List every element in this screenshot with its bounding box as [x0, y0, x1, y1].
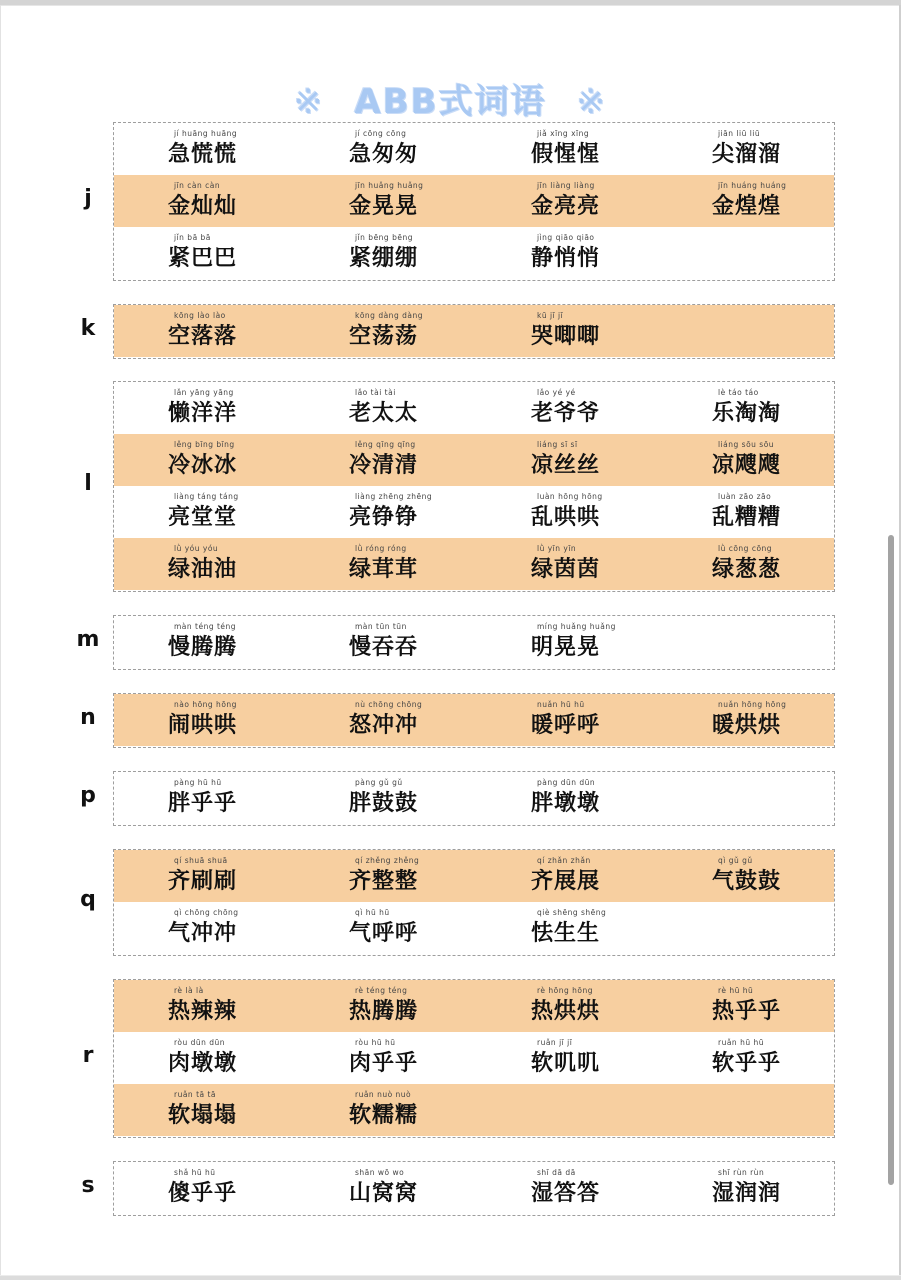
word-row [114, 772, 834, 824]
word-group-l [113, 381, 835, 592]
hanzi-word: 湿答答 [531, 1180, 601, 1206]
pinyin-label: jīn huáng huáng [718, 181, 787, 190]
hanzi-word: 慢腾腾 [168, 634, 238, 660]
hanzi-word: 气鼓鼓 [712, 868, 782, 894]
pinyin-label: lǜ yóu yóu [174, 544, 219, 553]
pinyin-label: nuǎn hōng hōng [718, 700, 787, 709]
word-row [114, 902, 834, 954]
word-item [168, 906, 298, 947]
word-item [531, 231, 661, 272]
pinyin-label: ròu hū hū [355, 1038, 396, 1047]
word-item [712, 490, 842, 531]
word-item [168, 854, 298, 895]
word-row [114, 123, 834, 175]
word-item [349, 542, 479, 583]
pinyin-label: jīn huǎng huǎng [355, 181, 424, 190]
word-item [168, 698, 298, 739]
page-title-text: ABB式词语 [354, 82, 547, 122]
hanzi-word: 怯生生 [531, 920, 601, 946]
word-item [531, 127, 661, 168]
word-item [531, 490, 661, 531]
pinyin-label: qì hū hū [355, 908, 390, 917]
pinyin-label: jǐn bā bā [174, 233, 211, 242]
hanzi-word: 冷清清 [349, 452, 419, 478]
hanzi-word: 齐整整 [349, 868, 419, 894]
pinyin-label: pàng gǔ gǔ [355, 778, 403, 787]
hanzi-word: 明晃晃 [531, 634, 601, 660]
word-item [349, 698, 479, 739]
pinyin-label: pàng hū hū [174, 778, 222, 787]
word-row [114, 850, 834, 902]
hanzi-word: 静悄悄 [531, 245, 601, 271]
word-item [531, 309, 661, 350]
word-item [349, 1088, 479, 1129]
pinyin-label: qí zhěng zhěng [355, 856, 420, 865]
word-item [168, 1166, 298, 1207]
hanzi-word: 软叽叽 [531, 1050, 601, 1076]
pinyin-label: shān wō wo [355, 1168, 405, 1177]
group-letter-l: l [84, 470, 92, 496]
word-item [349, 231, 479, 272]
hanzi-word: 金亮亮 [531, 193, 601, 219]
word-item [531, 1036, 661, 1077]
group-letter-r: r [82, 1042, 94, 1068]
word-item [349, 1166, 479, 1207]
hanzi-word: 空落落 [168, 323, 238, 349]
pinyin-label: rè hū hū [718, 986, 754, 995]
word-row [114, 538, 834, 590]
hanzi-word: 热乎乎 [712, 998, 782, 1024]
group-letter-k: k [80, 315, 96, 341]
pinyin-label: lǜ cōng cōng [718, 544, 773, 553]
pinyin-label: jìng qiāo qiāo [537, 233, 595, 242]
pinyin-label: rè là là [174, 986, 204, 995]
pinyin-label: shī rùn rùn [718, 1168, 765, 1177]
scrollbar-thumb[interactable] [888, 535, 894, 1185]
vertical-scrollbar[interactable] [885, 0, 897, 1276]
word-item [712, 127, 842, 168]
word-item [168, 542, 298, 583]
hanzi-word: 老爷爷 [531, 400, 601, 426]
pinyin-label: ruǎn hū hū [718, 1038, 764, 1047]
word-item [531, 386, 661, 427]
hanzi-word: 肉墩墩 [168, 1050, 238, 1076]
pinyin-label: jǐn bēng bēng [355, 233, 413, 242]
hanzi-word: 胖鼓鼓 [349, 790, 419, 816]
group-letter-m: m [76, 626, 100, 652]
group-letter-p: p [80, 782, 96, 808]
pinyin-label: qí zhǎn zhǎn [537, 856, 591, 865]
hanzi-word: 湿润润 [712, 1180, 782, 1206]
pinyin-label: nuǎn hū hū [537, 700, 585, 709]
pinyin-label: liáng sī sī [537, 440, 578, 449]
word-item [531, 698, 661, 739]
word-row [114, 486, 834, 538]
pinyin-label: qì gǔ gǔ [718, 856, 753, 865]
pinyin-label: jīn liàng liàng [537, 181, 595, 190]
pinyin-label: jí cōng cōng [355, 129, 407, 138]
word-item [349, 490, 479, 531]
word-item [531, 438, 661, 479]
hanzi-word: 胖墩墩 [531, 790, 601, 816]
word-item [349, 127, 479, 168]
word-row [114, 1162, 834, 1214]
pinyin-label: lǎn yāng yāng [174, 388, 234, 397]
word-row [114, 227, 834, 279]
group-letter-j: j [84, 185, 92, 211]
pinyin-label: liáng sōu sōu [718, 440, 775, 449]
hanzi-word: 胖乎乎 [168, 790, 238, 816]
pinyin-label: míng huǎng huǎng [537, 622, 616, 631]
hanzi-word: 软糯糯 [349, 1102, 419, 1128]
window-top-edge [0, 0, 901, 6]
hanzi-word: 亮铮铮 [349, 504, 419, 530]
page-title [0, 74, 901, 123]
word-item [349, 906, 479, 947]
hanzi-word: 急匆匆 [349, 141, 419, 167]
word-item [168, 179, 298, 220]
pinyin-label: jí huāng huāng [174, 129, 238, 138]
word-item [168, 620, 298, 661]
pinyin-label: kū jī jī [537, 311, 564, 320]
pinyin-label: qiè shēng shēng [537, 908, 607, 917]
word-item [531, 620, 661, 661]
word-item [168, 984, 298, 1025]
word-row [114, 616, 834, 668]
pinyin-label: rè hōng hōng [537, 986, 594, 995]
word-row [114, 1084, 834, 1136]
hanzi-word: 暖烘烘 [712, 712, 782, 738]
hanzi-word: 慢吞吞 [349, 634, 419, 660]
word-item [349, 620, 479, 661]
hanzi-word: 傻乎乎 [168, 1180, 238, 1206]
hanzi-word: 老太太 [349, 400, 419, 426]
pinyin-label: qì chōng chōng [174, 908, 239, 917]
pinyin-label: rè téng téng [355, 986, 408, 995]
word-item [531, 854, 661, 895]
hanzi-word: 紧巴巴 [168, 245, 238, 271]
hanzi-word: 齐刷刷 [168, 868, 238, 894]
hanzi-word: 哭唧唧 [531, 323, 601, 349]
hanzi-word: 软乎乎 [712, 1050, 782, 1076]
word-item [168, 231, 298, 272]
word-item [531, 984, 661, 1025]
pinyin-label: jiān liū liū [718, 129, 761, 138]
hanzi-word: 热腾腾 [349, 998, 419, 1024]
word-item [712, 1036, 842, 1077]
window-bottom-edge [0, 1275, 901, 1280]
pinyin-label: màn téng téng [174, 622, 237, 631]
pinyin-label: luàn hōng hōng [537, 492, 603, 501]
word-item [712, 984, 842, 1025]
hanzi-word: 乐淘淘 [712, 400, 782, 426]
word-item [349, 179, 479, 220]
word-item [349, 776, 479, 817]
hanzi-word: 软塌塌 [168, 1102, 238, 1128]
pinyin-label: màn tūn tūn [355, 622, 407, 631]
word-item [349, 438, 479, 479]
word-item [531, 776, 661, 817]
word-row [114, 694, 834, 746]
word-item [168, 127, 298, 168]
word-row [114, 305, 834, 357]
window-left-edge [0, 5, 1, 1276]
pinyin-label: ruǎn nuò nuò [355, 1090, 412, 1099]
pinyin-label: lǎo tài tài [355, 388, 396, 397]
pinyin-label: shǎ hū hū [174, 1168, 216, 1177]
word-item [712, 438, 842, 479]
pinyin-label: kōng lào lào [174, 311, 226, 320]
pinyin-label: lǜ róng róng [355, 544, 407, 553]
hanzi-word: 凉丝丝 [531, 452, 601, 478]
hanzi-word: 齐展展 [531, 868, 601, 894]
pinyin-label: qí shuā shuā [174, 856, 228, 865]
word-item [531, 906, 661, 947]
word-item [349, 386, 479, 427]
word-item [531, 179, 661, 220]
word-item [349, 854, 479, 895]
hanzi-word: 懒洋洋 [168, 400, 238, 426]
pinyin-label: lè táo táo [718, 388, 759, 397]
word-item [349, 1036, 479, 1077]
hanzi-word: 气呼呼 [349, 920, 419, 946]
word-item [168, 1088, 298, 1129]
hanzi-word: 绿茸茸 [349, 556, 419, 582]
word-group-s [113, 1161, 835, 1216]
hanzi-word: 冷冰冰 [168, 452, 238, 478]
word-item [168, 776, 298, 817]
pinyin-label: ruǎn tā tā [174, 1090, 217, 1099]
hanzi-word: 空荡荡 [349, 323, 419, 349]
pinyin-label: kōng dàng dàng [355, 311, 423, 320]
word-row [114, 1032, 834, 1084]
pinyin-label: ruǎn jī jī [537, 1038, 573, 1047]
hanzi-word: 紧绷绷 [349, 245, 419, 271]
word-group-p [113, 771, 835, 826]
pinyin-label: nào hōng hōng [174, 700, 237, 709]
word-row [114, 434, 834, 486]
hanzi-word: 怒冲冲 [349, 712, 419, 738]
word-item [712, 386, 842, 427]
pinyin-label: lǎo yé yé [537, 388, 576, 397]
hanzi-word: 热烘烘 [531, 998, 601, 1024]
pinyin-label: jiǎ xīng xīng [537, 129, 590, 138]
hanzi-word: 亮堂堂 [168, 504, 238, 530]
hanzi-word: 气冲冲 [168, 920, 238, 946]
word-group-q [113, 849, 835, 956]
hanzi-word: 绿油油 [168, 556, 238, 582]
hanzi-word: 金灿灿 [168, 193, 238, 219]
word-item [168, 386, 298, 427]
pinyin-label: lěng qīng qīng [355, 440, 416, 449]
word-item [168, 490, 298, 531]
pinyin-label: pàng dūn dūn [537, 778, 596, 787]
pinyin-label: liàng zhēng zhēng [355, 492, 433, 501]
word-item [168, 1036, 298, 1077]
pinyin-label: nù chōng chōng [355, 700, 423, 709]
hanzi-word: 闹哄哄 [168, 712, 238, 738]
hanzi-word: 乱哄哄 [531, 504, 601, 530]
hanzi-word: 肉乎乎 [349, 1050, 419, 1076]
word-group-m [113, 615, 835, 670]
pinyin-label: luàn zāo zāo [718, 492, 772, 501]
word-item [349, 309, 479, 350]
hanzi-word: 尖溜溜 [712, 141, 782, 167]
hanzi-word: 山窝窝 [349, 1180, 419, 1206]
word-group-n [113, 693, 835, 748]
hanzi-word: 绿葱葱 [712, 556, 782, 582]
word-row [114, 382, 834, 434]
word-item [531, 1166, 661, 1207]
hanzi-word: 金煌煌 [712, 193, 782, 219]
hanzi-word: 凉飕飕 [712, 452, 782, 478]
hanzi-word: 乱糟糟 [712, 504, 782, 530]
hanzi-word: 金晃晃 [349, 193, 419, 219]
pinyin-label: liàng táng táng [174, 492, 239, 501]
word-group-j [113, 122, 835, 281]
pinyin-label: ròu dūn dūn [174, 1038, 226, 1047]
word-item [712, 698, 842, 739]
word-row [114, 175, 834, 227]
hanzi-word: 绿茵茵 [531, 556, 601, 582]
hanzi-word: 急慌慌 [168, 141, 238, 167]
word-item [712, 1166, 842, 1207]
word-item [531, 542, 661, 583]
word-item [712, 179, 842, 220]
hanzi-word: 暖呼呼 [531, 712, 601, 738]
word-item [712, 542, 842, 583]
reference-mark-icon: ※ [576, 82, 608, 122]
word-item [712, 854, 842, 895]
reference-mark-icon: ※ [293, 82, 325, 122]
hanzi-word: 假惺惺 [531, 141, 601, 167]
hanzi-word: 热辣辣 [168, 998, 238, 1024]
group-letter-s: s [81, 1172, 95, 1198]
pinyin-label: jīn càn càn [174, 181, 221, 190]
pinyin-label: lǜ yīn yīn [537, 544, 577, 553]
word-group-k [113, 304, 835, 359]
group-letter-n: n [80, 704, 96, 730]
word-item [349, 984, 479, 1025]
word-item [168, 309, 298, 350]
word-row [114, 980, 834, 1032]
word-group-r [113, 979, 835, 1138]
word-item [168, 438, 298, 479]
pinyin-label: lěng bīng bīng [174, 440, 235, 449]
pinyin-label: shī dā dā [537, 1168, 576, 1177]
group-letter-q: q [80, 886, 96, 912]
